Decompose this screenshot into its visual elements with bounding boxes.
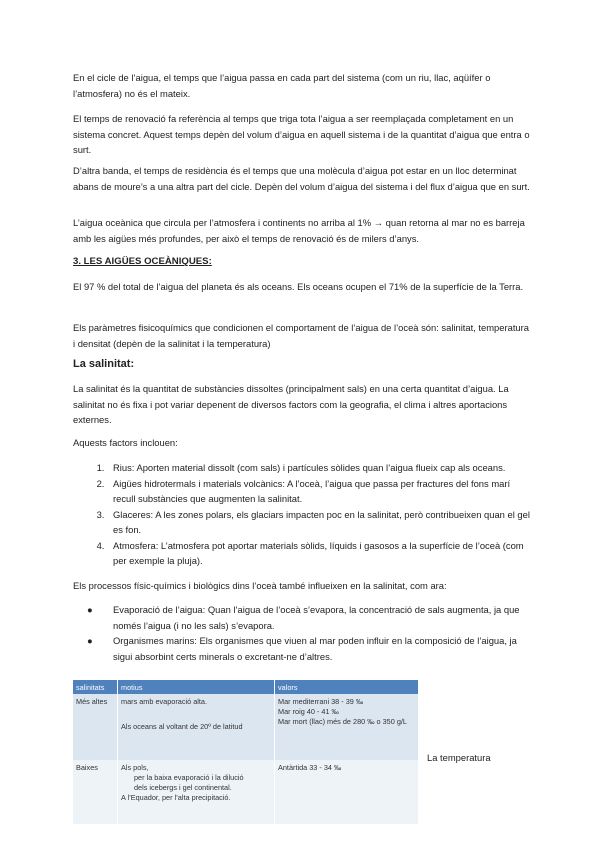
list-item: [87, 602, 533, 633]
table-cell: Més altes: [73, 694, 118, 760]
table-header-row: [73, 680, 419, 694]
table-header-cell: motius: [118, 680, 275, 694]
table-cell: [275, 760, 419, 824]
bullet-icon: ●: [87, 635, 93, 646]
table-header-cell: salinitats: [73, 680, 118, 694]
paragraph-aigua-oceanica: L’aigua oceànica que circula per l’atmosfera i continents no arriba al 1% → quan retorna al mar no es barreja amb les aigües més profundes, per això el temps de renovació és de milers d’anys.: [73, 217, 525, 244]
list-item: 4. Atmosfera: L’atmosfera pot aportar materials sòlids, líquids i gasosos a la superfície de l’oceà (com per exemple la pluja).: [107, 538, 533, 569]
list-item-text: Organismes marins: Els organismes que viuen al mar poden influir en la composició de l’aigua, ja sigui absorbint certs minerals o excretant-ne d’altres.: [113, 635, 517, 662]
cell-line: per la baixa evaporació i la dilució: [134, 773, 244, 782]
cell-line: mars amb evaporació alta.: [121, 697, 207, 706]
table-cell: [275, 694, 419, 760]
cell-line: Mar roig 40 - 41 ‰: [278, 707, 339, 716]
list-item: [87, 633, 533, 664]
cell-spacer: [121, 707, 271, 722]
list-item: 1. Rius: Aporten material dissolt (com sals) i partícules sòlides quan l’aigua flueix cap als oceans.: [107, 460, 533, 476]
factors-list: [73, 460, 533, 569]
table-cell: Baixes: [73, 760, 118, 824]
cell-line: Als oceans al voltant de 20º de latitud: [121, 722, 243, 731]
paragraph-temps-renovacio: El temps de renovació fa referència al temps que triga tota l’aigua a ser reemplaçada completament en un sistema concret. Aquest temps depèn del volum d’aigua en aquell sistema i de la quantitat d’aigua que entra o surt.: [73, 113, 530, 155]
subheading-salinitat: La salinitat:: [73, 358, 135, 370]
table-cell: [118, 694, 275, 760]
paragraph-salinitat-definicio: La salinitat és la quantitat de substàncies dissoltes (principalment sals) en una certa quantitat d’aigua. La salinitat no és fixa i pot variar depenent de diversos factors com la geografia, el clima i altres aportacions externes.: [73, 383, 509, 425]
paragraph-temps-residencia: D’altra banda, el temps de residència és el temps que una molècula d’aigua pot estar en un lloc determinat abans de moure’s a una altra part del cicle. Depèn del volum d’aigua del sistema i del flux d’aigua que en surt.: [73, 165, 530, 192]
cell-line: Mar mort (llac) més de 280 ‰ o 350 g/L: [278, 717, 407, 726]
temperature-label: La temperatura: [427, 752, 491, 763]
salinity-table: [73, 680, 419, 824]
cell-line: Mar mediterrani 38 - 39 ‰: [278, 697, 364, 706]
paragraph-parametres: Els paràmetres fisicoquímics que condicionen el comportament de l’aigua de l’oceà són: salinitat, temperatura i densitat (depèn de la salinitat i la temperatura): [73, 322, 529, 349]
table-cell: [118, 760, 275, 824]
paragraph-processos-intro: Els processos físic-químics i biològics dins l’oceà també influeixen en la salinitat, com ara:: [73, 580, 447, 591]
paragraph-cicle: En el cicle de l’aigua, el temps que l’aigua passa en cada part del sistema (com un riu, llac, aqüífer o l’atmosfera) no és el mateix.: [73, 72, 491, 99]
cell-line: dels icebergs i gel continental.: [134, 783, 232, 792]
paragraph-factors-intro: Aquests factors inclouen:: [73, 437, 178, 448]
table-header-cell: valors: [275, 680, 419, 694]
section-heading-aigues-oceaniques: 3. LES AIGÜES OCEÀNIQUES:: [73, 256, 212, 267]
list-item-text: Evaporació de l’aigua: Quan l’aigua de l’oceà s’evapora, la concentració de sals augmenta, ja que només l’aigua (i no les sals) s’evapora.: [113, 604, 520, 631]
processes-list: [73, 602, 533, 664]
list-item: 3. Glaceres: A les zones polars, els glaciars impacten poc en la salinitat, però contribueixen quan el gel es fon.: [107, 507, 533, 538]
paragraph-97-percent: El 97 % del total de l’aigua del planeta és als oceans. Els oceans ocupen el 71% de la superfície de la Terra.: [73, 281, 524, 292]
table-row: [73, 760, 419, 824]
cell-line: A l’Equador, per l’alta precipitació.: [121, 793, 231, 802]
list-item: 2. Aigües hidrotermals i materials volcànics: A l’oceà, l’aigua que passa per fractures del fons marí recull substàncies que augmenten la salinitat.: [107, 476, 533, 507]
table-row: [73, 694, 419, 760]
cell-line: Als pols,: [121, 763, 149, 772]
cell-line: Antàrtida 33 - 34 ‰: [278, 763, 342, 772]
bullet-icon: ●: [87, 604, 93, 615]
